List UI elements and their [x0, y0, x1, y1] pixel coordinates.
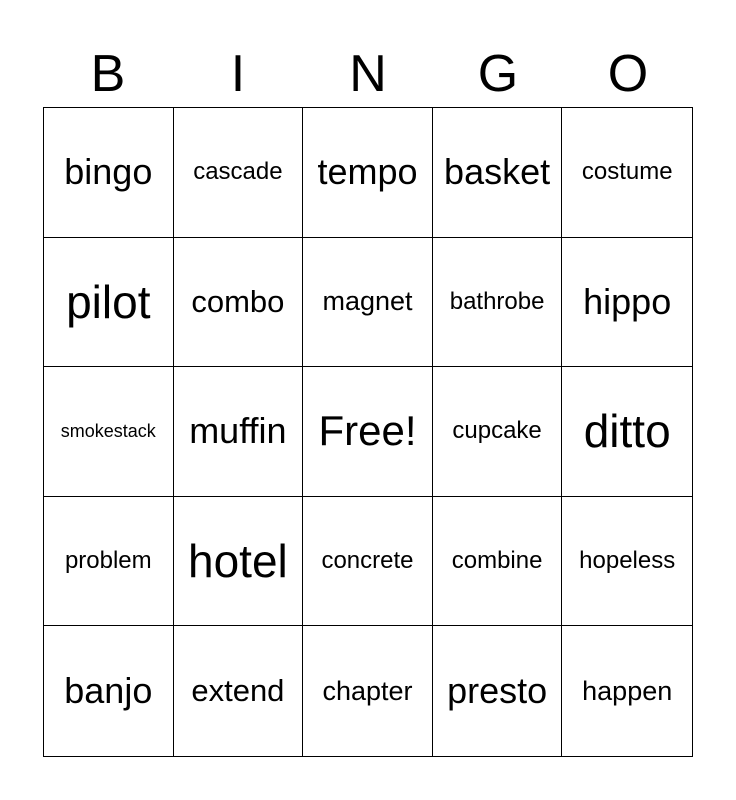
bingo-cell[interactable]: presto — [433, 626, 563, 756]
bingo-cell[interactable]: cupcake — [433, 367, 563, 497]
bingo-cell[interactable]: banjo — [44, 626, 174, 756]
bingo-cell[interactable]: happen — [582, 675, 673, 706]
bingo-cell[interactable]: extend — [174, 626, 304, 756]
bingo-cell[interactable]: hopeless — [562, 497, 692, 627]
bingo-cell[interactable]: muffin — [174, 367, 304, 497]
bingo-cell[interactable]: ditto — [562, 367, 692, 497]
header-letter-g: G — [477, 45, 519, 103]
bingo-cell[interactable]: chapter — [303, 626, 433, 756]
bingo-cell[interactable]: concrete — [303, 497, 433, 627]
bingo-cell[interactable]: bathrobe — [433, 238, 563, 368]
header-letter-o: O — [607, 45, 649, 103]
bingo-cell[interactable]: hotel — [174, 497, 304, 627]
bingo-cell[interactable]: basket — [433, 108, 563, 238]
bingo-cell[interactable]: smokestack — [44, 367, 174, 497]
header-letter-n: N — [349, 45, 387, 103]
bingo-cell[interactable]: hippo — [562, 238, 692, 368]
bingo-cell[interactable]: costume — [562, 108, 692, 238]
bingo-cell[interactable]: magnet — [303, 238, 433, 368]
header-letter-b: B — [90, 45, 126, 103]
bingo-header — [43, 40, 693, 108]
bingo-cell[interactable]: bingo — [44, 108, 174, 238]
header-letter-i: I — [230, 45, 246, 103]
bingo-cell[interactable]: pilot — [44, 238, 174, 368]
free-space-cell[interactable]: Free! — [303, 367, 433, 497]
bingo-cell[interactable]: tempo — [303, 108, 433, 238]
bingo-cell[interactable]: cascade — [174, 108, 304, 238]
bingo-cell[interactable]: combine — [433, 497, 563, 627]
bingo-cell[interactable]: combo — [174, 238, 304, 368]
bingo-cell[interactable]: problem — [44, 497, 174, 627]
bingo-card-grid — [43, 107, 693, 757]
